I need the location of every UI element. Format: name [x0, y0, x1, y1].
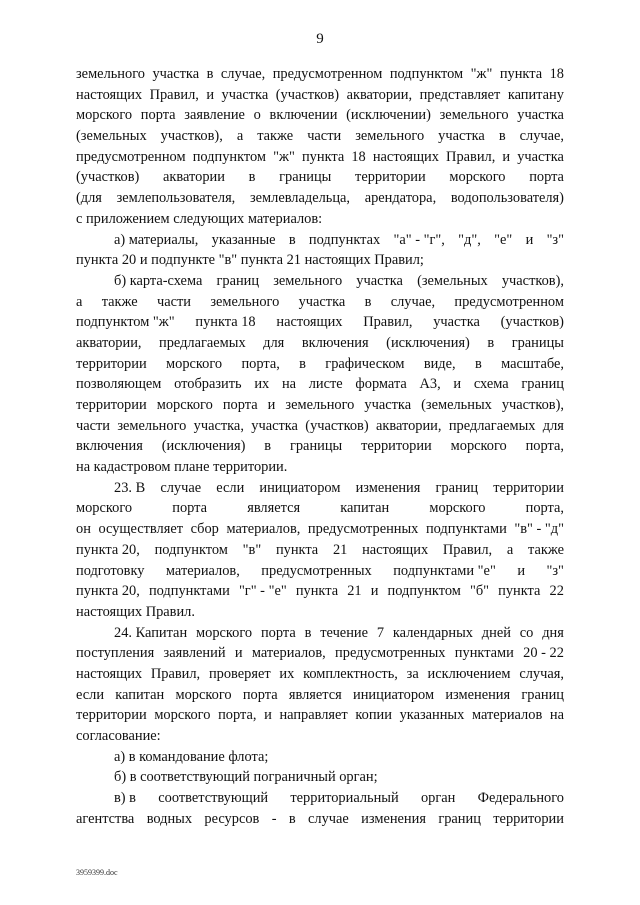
text-word: морского [154, 707, 211, 724]
text-word: 23. В [114, 479, 146, 496]
text-word: капитан [340, 500, 390, 517]
text-word: для [542, 417, 564, 434]
text-word: морского [76, 107, 133, 124]
text-word: "д", [458, 231, 481, 248]
text-line [76, 85, 564, 106]
text-word: капитану [507, 86, 564, 103]
text-word: в [299, 355, 306, 372]
text-word: (участков) [76, 169, 140, 186]
text-word: (исключения) [386, 334, 470, 351]
text-word: а [506, 541, 514, 558]
text-word: материалов, [251, 645, 326, 662]
text-word: территориальный [290, 790, 399, 807]
text-word: "з" [546, 231, 564, 248]
text-word: территории [493, 479, 564, 496]
text-word: предлагаемых [448, 417, 536, 434]
text-word: включения [301, 334, 369, 351]
text-word: агентства [76, 810, 135, 827]
text-word: дней [481, 624, 511, 641]
text-word: включения [76, 438, 143, 455]
text-word: изменения [445, 686, 511, 703]
text-word: изменения [361, 810, 426, 827]
text-word: границ [438, 810, 481, 827]
text-word: и [525, 231, 534, 248]
text-word: порта [222, 397, 258, 413]
text-line [76, 788, 564, 809]
text-word: пункта 18 [195, 314, 256, 331]
text-line [76, 333, 564, 354]
text-line [76, 685, 564, 706]
text-word: копии [355, 707, 392, 724]
text-word: подпунктами [148, 583, 230, 600]
text-word: соответствующий [158, 790, 269, 807]
text-word: морского [196, 624, 253, 641]
text-word: 7 [376, 624, 385, 641]
text-word: ресурсов [204, 810, 260, 827]
text-word: (участков) [305, 417, 369, 434]
text-word: и [267, 397, 276, 413]
text-word: порта [242, 686, 278, 703]
text-word: подпунктами "е" [393, 562, 496, 579]
text-word: земельного [439, 107, 509, 124]
text-word: пункта [499, 66, 543, 82]
text-word: акватории [163, 169, 225, 186]
text-word: подпунктах [308, 231, 381, 248]
text-word: и [264, 707, 272, 724]
text-word: а [76, 293, 83, 310]
text-word: участка [433, 314, 480, 331]
text-word: территории [76, 397, 147, 413]
text-word: участка [251, 417, 298, 434]
text-word: участка [356, 272, 403, 289]
text-word: морского [450, 438, 507, 455]
text-word: настоящих [362, 541, 429, 558]
text-word: (участков) [275, 86, 340, 103]
text-word: Правил, [363, 314, 413, 331]
text-line [76, 167, 564, 188]
text-word: а) материалы, [114, 231, 199, 248]
text-word: земельного [117, 417, 187, 434]
text-word: капитан [115, 686, 165, 703]
text-line [76, 105, 564, 126]
text-word: случае [160, 479, 202, 496]
text-word: подпунктом [154, 541, 228, 558]
text-word: календарных [392, 624, 473, 641]
text-word: дня [542, 624, 564, 641]
text-word: предусмотренных [261, 562, 372, 579]
text-word: 21 [332, 541, 348, 558]
text-word: "в" [242, 541, 262, 558]
text-word: в [498, 128, 506, 145]
text-word: предусмотренном [272, 66, 383, 82]
text-word: течение [320, 624, 368, 641]
text-word: земельного [76, 66, 145, 82]
text-word: акватории, [76, 334, 142, 351]
text-word: пункта [301, 148, 345, 165]
text-line [76, 664, 564, 685]
text-word: для [263, 334, 285, 351]
text-word: земельного [273, 272, 343, 289]
text-word: подпунктом [389, 66, 464, 82]
text-word: графическом [325, 355, 405, 372]
text-word: земельного [355, 128, 425, 145]
text-word: включении [269, 107, 338, 124]
text-word: в [264, 438, 272, 455]
text-word: морского [175, 686, 232, 703]
text-line [76, 292, 564, 313]
text-word: поступления [76, 645, 155, 662]
text-word: является [247, 500, 301, 517]
text-word: территории [493, 810, 564, 827]
text-word: подпунктами [425, 521, 507, 538]
text-word: их [279, 665, 295, 682]
text-word: Правил, [150, 665, 201, 682]
text-word: а) в командование флота; [114, 748, 269, 765]
text-word: участка [517, 148, 564, 165]
text-word: указанных [399, 707, 465, 724]
text-line [76, 809, 564, 830]
text-word: 20 - 22 [523, 645, 564, 662]
text-word: 18 [351, 148, 366, 165]
text-word: подготовку [76, 562, 145, 579]
text-word: подпунктом "ж" [76, 314, 175, 331]
text-word: представляет [419, 86, 501, 103]
text-word: предусмотренных [307, 521, 419, 538]
text-word: исключением [427, 665, 511, 682]
text-word: "б" [469, 583, 490, 600]
text-word: морского [166, 355, 223, 372]
text-word: границы [279, 169, 332, 186]
text-word: земельного [285, 397, 355, 413]
text-word: настоящих [276, 314, 343, 331]
text-word: предусмотренных [335, 645, 446, 662]
text-word: части [76, 417, 111, 434]
text-word: участков), [160, 128, 223, 145]
text-word: и [502, 148, 511, 165]
text-word: части [307, 128, 342, 145]
text-word: территории [355, 169, 426, 186]
text-word: заявлений [163, 645, 226, 662]
text-word: он [76, 521, 91, 538]
text-word: (земельных [76, 128, 147, 145]
text-word: участков), [501, 272, 564, 289]
text-word: со [519, 624, 534, 641]
text-line [76, 457, 564, 478]
text-line [76, 581, 564, 602]
text-word: формата [355, 376, 407, 393]
text-word: пункта [498, 583, 541, 600]
text-word: подпунктом [387, 583, 461, 600]
text-word: участка [152, 66, 200, 82]
text-word: морского [449, 169, 506, 186]
text-word: морского [156, 397, 213, 413]
text-line [76, 561, 564, 582]
text-word: порта [529, 169, 564, 186]
text-word: и [517, 562, 526, 579]
text-word: (участков) [500, 314, 564, 331]
text-word: случае [308, 810, 349, 827]
text-word: в [487, 334, 495, 351]
text-word: виде, [423, 355, 456, 372]
text-line [76, 602, 564, 623]
text-line [76, 540, 564, 561]
text-word: материалов, [226, 521, 301, 538]
text-word: (земельных [421, 397, 492, 413]
text-word: А3, [419, 376, 441, 393]
text-line [76, 747, 564, 768]
text-line [76, 498, 564, 519]
text-line [76, 188, 564, 209]
text-word: (исключении) [346, 107, 431, 124]
text-word: согласование: [76, 728, 161, 744]
text-word: - [271, 810, 277, 827]
text-word: в [288, 810, 296, 827]
text-word: проверяет [208, 665, 271, 682]
text-word: осуществляет [98, 521, 184, 538]
text-word: в [206, 66, 214, 82]
text-word: 18 [549, 66, 564, 82]
text-word: также [528, 541, 564, 558]
text-word: порта, [525, 500, 564, 517]
text-word: порта, [218, 707, 257, 724]
text-word: также [257, 128, 294, 145]
text-word: Правил, [442, 541, 493, 558]
text-word: 24. Капитан [114, 624, 188, 641]
text-word: участка [517, 107, 564, 124]
text-word: инициатором [353, 686, 435, 703]
text-line [76, 271, 564, 292]
text-word: пункта [275, 541, 319, 558]
text-word: на [281, 376, 297, 393]
text-word: в [248, 169, 256, 186]
text-word: настоящих [372, 148, 439, 165]
text-word: материалов, [165, 562, 240, 579]
text-word: 21 [347, 583, 362, 600]
text-line [76, 705, 564, 726]
document-file-reference: 3959399.doc [76, 868, 118, 877]
document-body [76, 64, 564, 829]
text-word: пункта 20, [76, 541, 140, 558]
text-word: в) в [114, 790, 136, 807]
text-word: "а" - "г", [393, 231, 445, 248]
text-word: порта [172, 500, 208, 517]
text-word: акватории, [346, 86, 413, 103]
text-word: является [288, 686, 342, 703]
text-word: границ [521, 376, 564, 393]
text-word: (для [76, 190, 102, 207]
text-line [76, 354, 564, 375]
text-word: участка [364, 397, 412, 413]
text-word: (исключения) [161, 438, 246, 455]
text-word: а [236, 128, 244, 145]
text-line [76, 312, 564, 333]
text-word: границы [511, 334, 564, 351]
text-word: территории [361, 438, 432, 455]
text-word: инициатором [259, 479, 341, 496]
text-word: отобразить [174, 376, 242, 393]
text-word: порта [260, 624, 296, 641]
text-word: с приложением следующих материалов: [76, 210, 323, 227]
text-word: пункта 20, [76, 583, 140, 600]
text-word: порта [140, 107, 176, 124]
text-word: комплектность, [303, 665, 398, 682]
text-word: акватории, [375, 417, 442, 434]
text-word: также [101, 293, 138, 310]
text-word: масштабе, [501, 355, 564, 372]
text-word: на [549, 707, 564, 724]
text-word: настоящих [76, 86, 143, 103]
text-word: изменения [355, 479, 421, 496]
text-word: указанные [211, 231, 276, 248]
text-line [76, 64, 564, 85]
text-word: предлагаемых [159, 334, 246, 351]
text-word: предусмотренном [76, 148, 186, 165]
text-word: пунктами [454, 645, 514, 662]
text-word: границ [521, 686, 564, 703]
text-word: (земельных [417, 272, 488, 289]
text-line [76, 126, 564, 147]
text-word: подпунктом [192, 148, 267, 165]
text-word: Правил, [446, 148, 496, 165]
text-word: в [474, 355, 482, 372]
text-word: направляет [279, 707, 348, 724]
text-word: морского [429, 500, 486, 517]
text-line [76, 436, 564, 457]
text-line [76, 250, 564, 271]
text-line [76, 767, 564, 788]
text-word: части [157, 293, 192, 310]
text-line [76, 395, 564, 416]
text-line [76, 230, 564, 251]
text-word: границ [435, 479, 479, 496]
text-word: арендатора, [364, 190, 437, 207]
text-word: участка [221, 86, 269, 103]
text-word: за [406, 665, 419, 682]
text-word: участка [438, 128, 485, 145]
text-word: Федерального [477, 790, 564, 807]
text-word: водопользователя) [450, 190, 564, 207]
text-word: в [304, 624, 312, 641]
text-word: схема [473, 376, 509, 393]
text-word: водных [146, 810, 193, 827]
text-word: случае, [519, 128, 564, 145]
text-word: о [253, 107, 261, 124]
text-word: "з" [546, 562, 564, 579]
text-word: пункта 20 и подпункте "в" пункта 21 настоящих Правил; [76, 252, 424, 269]
text-word: случае, [220, 66, 266, 82]
text-line [76, 726, 564, 747]
text-word: порта, [241, 355, 280, 372]
text-word: случая, [519, 665, 564, 682]
text-word: морского [76, 500, 133, 517]
text-line [76, 374, 564, 395]
text-line [76, 478, 564, 499]
text-word: пункта [295, 583, 339, 600]
text-word: и [370, 583, 379, 600]
text-word: участка, [193, 417, 244, 434]
text-word: сбор [190, 521, 219, 538]
text-word: заявление [184, 107, 245, 124]
text-word: если [76, 686, 105, 703]
text-word: Правил, [149, 86, 199, 103]
text-word: землевладельца, [249, 190, 351, 207]
text-word: и [453, 376, 462, 393]
text-word: предусмотренном [454, 293, 564, 310]
text-word: 22 [549, 583, 564, 600]
text-word: и [234, 645, 243, 662]
text-word: "ж" [273, 148, 295, 165]
text-line [76, 416, 564, 437]
text-word: территории [76, 355, 147, 372]
text-word: участка [298, 293, 346, 310]
text-word: б) в соответствующий пограничный орган; [114, 769, 378, 786]
text-word: границ [216, 272, 260, 289]
text-word: материалов [471, 707, 543, 724]
text-word: б) карта-схема [114, 272, 203, 289]
text-line [76, 147, 564, 168]
text-word: "г" - "е" [238, 583, 287, 600]
text-word: участков), [501, 397, 564, 413]
text-word: границы [289, 438, 343, 455]
text-word: настоящих Правил. [76, 603, 195, 620]
text-word: позволяющем [76, 376, 162, 393]
text-word: в [364, 293, 372, 310]
text-word: и [206, 86, 215, 103]
text-line [76, 643, 564, 664]
text-word: их [254, 376, 270, 393]
text-word: случае, [390, 293, 436, 310]
text-word: на кадастровом плане территории. [76, 459, 288, 476]
text-word: территории [76, 707, 147, 724]
text-word: земельного [210, 293, 280, 310]
text-word: листе [308, 376, 343, 393]
page-number: 9 [316, 31, 324, 47]
text-word: настоящих [76, 665, 143, 682]
text-word: порта, [525, 438, 564, 455]
text-word: "е" [494, 231, 513, 248]
text-word: землепользователя, [116, 190, 236, 207]
text-line [76, 519, 564, 540]
text-line [76, 623, 564, 644]
text-line [76, 209, 564, 230]
text-word: если [216, 479, 245, 496]
text-word: орган [420, 790, 456, 807]
text-word: "ж" [470, 66, 493, 82]
text-word: "в" - "д" [514, 521, 564, 538]
text-word: в [288, 231, 296, 248]
